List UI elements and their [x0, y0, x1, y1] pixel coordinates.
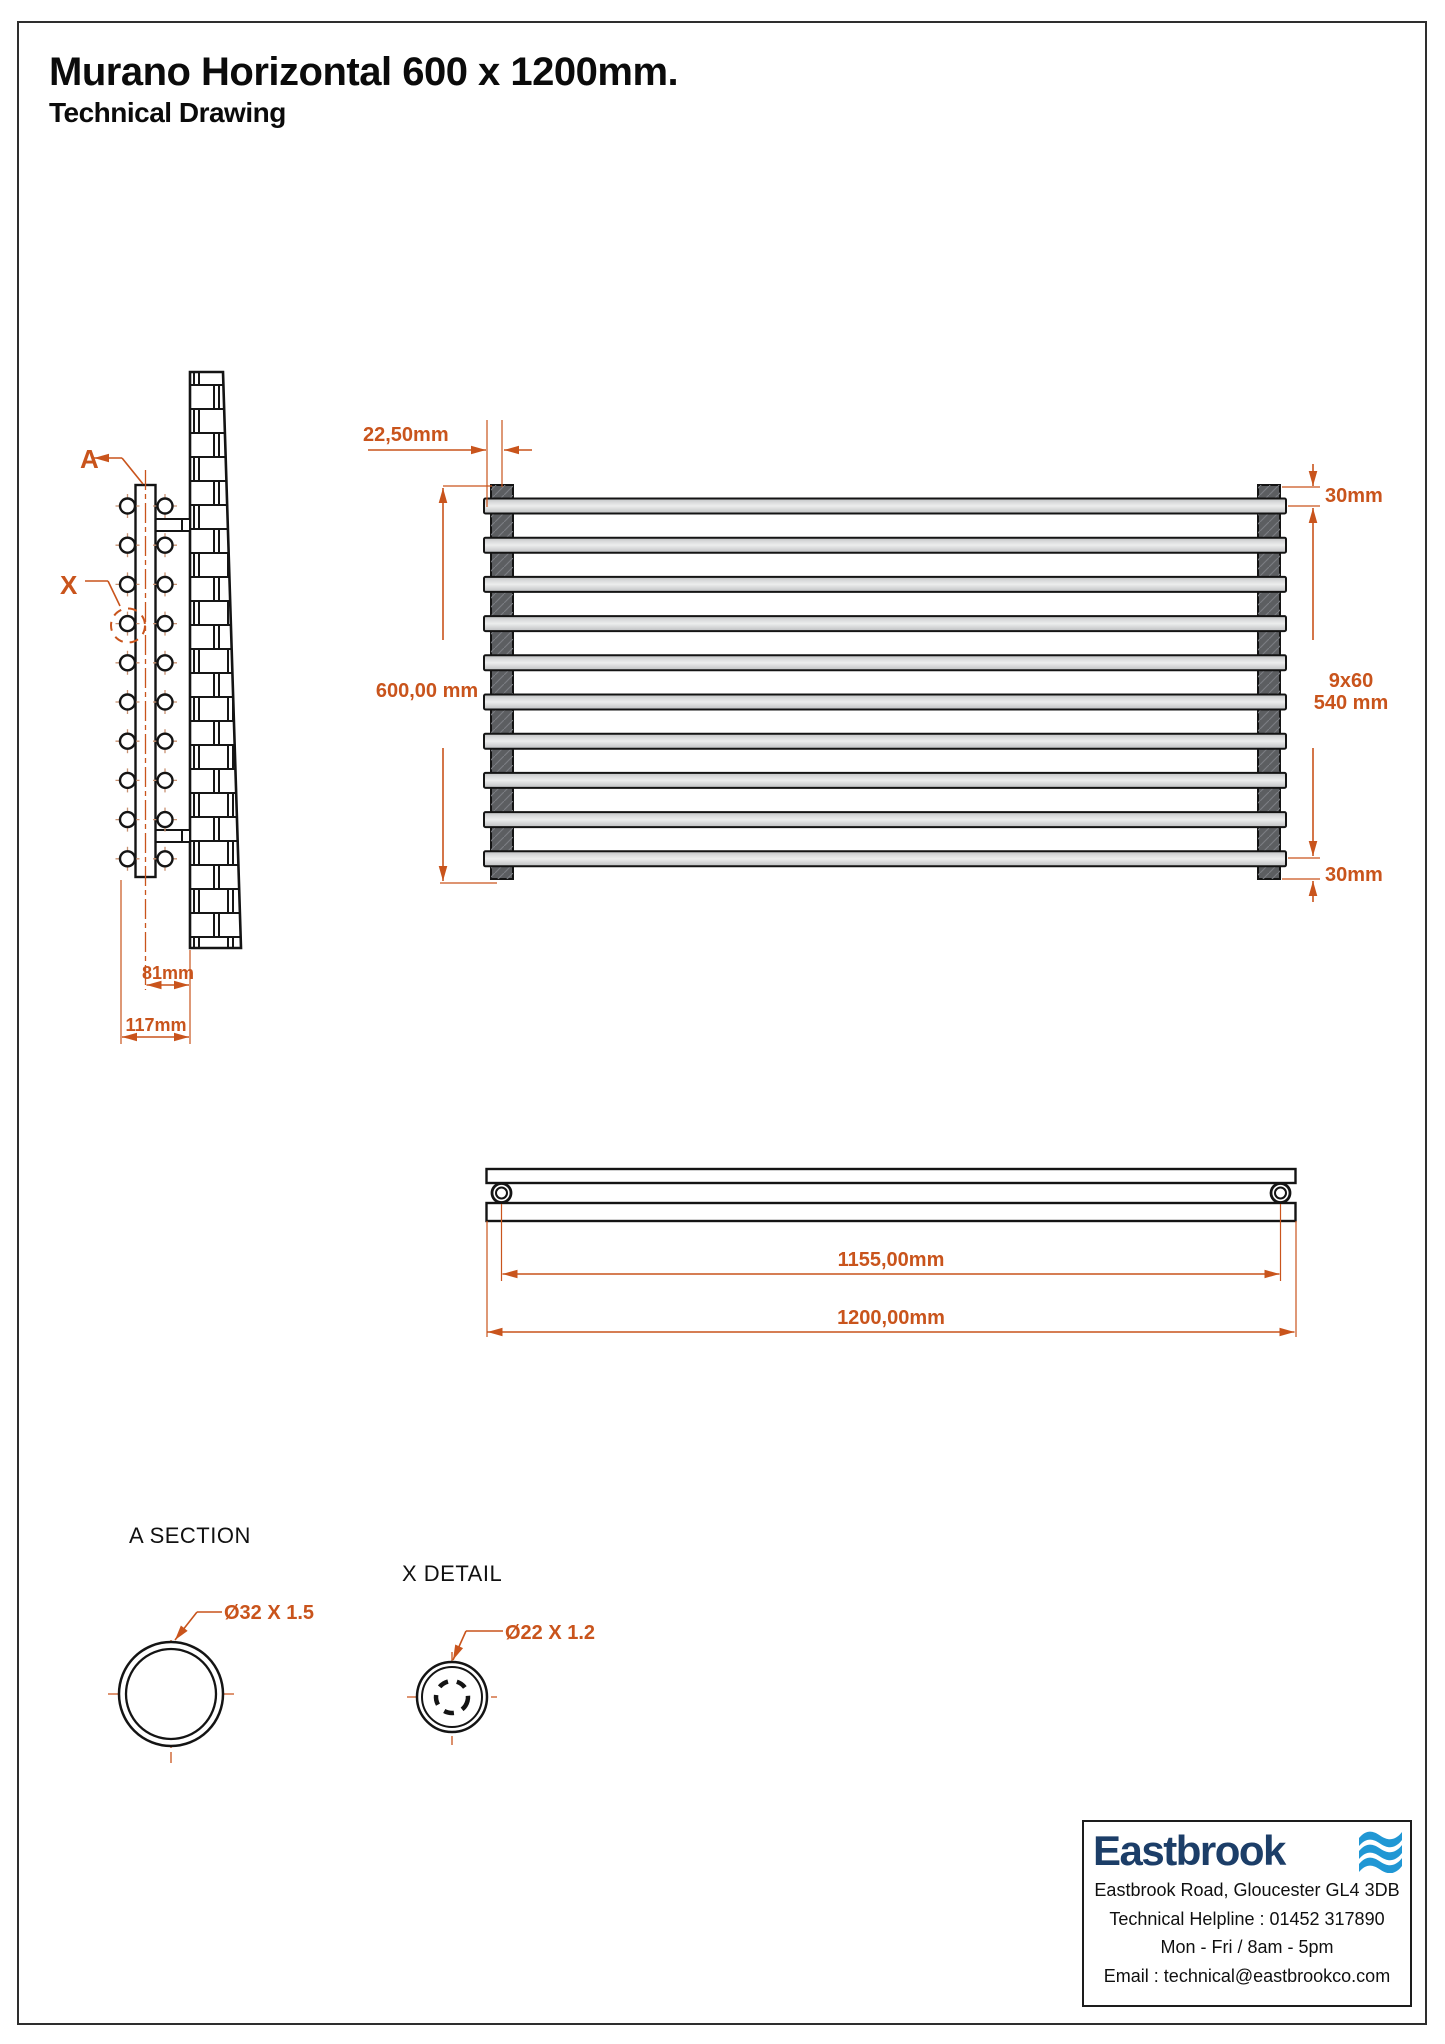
a-section-outer-circle	[119, 1642, 223, 1746]
eastbrook-logo-text: Eastbrook	[1093, 1827, 1285, 1874]
tube-section-circle	[120, 734, 135, 749]
section-details	[108, 1612, 503, 1763]
dim-tube-pitch-count: 9x60	[1328, 670, 1374, 692]
pipe-connection	[1271, 1184, 1290, 1203]
tube-section-circle	[158, 655, 173, 670]
radiator-tube	[484, 499, 1286, 514]
side-elevation-view	[85, 372, 241, 1044]
eastbrook-logo	[1084, 1822, 1410, 1873]
contact-details	[1084, 1876, 1410, 1990]
wall-bracket	[155, 519, 190, 531]
dimension-arrowhead	[439, 866, 448, 881]
tube-section-circle	[120, 773, 135, 788]
tube-section-circle	[120, 499, 135, 514]
radiator-tube	[484, 538, 1286, 553]
dim-top-margin: 30mm	[1325, 485, 1383, 507]
tube-section-circle	[120, 538, 135, 553]
radiator-tube	[484, 734, 1286, 749]
dim-pipe-offset: 22,50mm	[363, 424, 449, 446]
dimension-arrowhead	[1309, 508, 1318, 523]
tube-section-circle	[120, 812, 135, 827]
plan-tube-bar	[487, 1169, 1296, 1183]
x-detail-title: X DETAIL	[402, 1561, 503, 1586]
x-detail-outer-circle	[417, 1662, 487, 1732]
dim-overall-width: 1200,00mm	[837, 1307, 945, 1329]
page-subtitle: Technical Drawing	[49, 97, 286, 128]
hours-line: Mon - Fri / 8am - 5pm	[1160, 1937, 1334, 1958]
dimension-arrowhead	[1280, 1328, 1295, 1337]
tube-section-circle	[120, 695, 135, 710]
wall-bracket	[155, 830, 190, 842]
tube-section-circle	[158, 577, 173, 592]
helpline-line: Technical Helpline : 01452 317890	[1109, 1908, 1385, 1929]
a-section-diameter: Ø32 X 1.5	[224, 1602, 315, 1624]
section-marker-a: A	[80, 444, 99, 474]
detail-marker-x: X	[60, 570, 78, 600]
dimension-arrowhead	[175, 1626, 188, 1640]
dimension-arrowhead	[453, 1645, 463, 1660]
tube-section-circle	[158, 499, 173, 514]
x-detail-diameter: Ø22 X 1.2	[505, 1622, 596, 1644]
tube-section-circle	[158, 812, 173, 827]
front-elevation-view	[368, 420, 1320, 902]
dim-tube-pitch-total: 540 mm	[1313, 692, 1389, 714]
address-line: Eastbrook Road, Gloucester GL4 3DB	[1094, 1880, 1400, 1900]
dimension-arrowhead	[1265, 1270, 1280, 1279]
dim-wall-to-front: 117mm	[125, 1015, 187, 1035]
dimension-arrowhead	[1309, 841, 1318, 856]
tube-section-circle	[158, 695, 173, 710]
dimension-arrowhead	[1309, 881, 1318, 896]
dimension-arrowhead	[471, 446, 486, 455]
page-title: Murano Horizontal 600 x 1200mm.	[49, 50, 679, 94]
dim-bottom-margin: 30mm	[1325, 864, 1383, 886]
tube-section-circle	[120, 851, 135, 866]
dimension-arrowhead	[504, 446, 519, 455]
dim-overall-height: 600,00 mm	[375, 680, 479, 702]
a-leader	[122, 458, 143, 484]
tube-section-circle	[158, 616, 173, 631]
manufacturer-info-box	[1082, 1820, 1412, 2007]
dim-pipe-centres: 1155,00mm	[837, 1249, 945, 1271]
radiator-tube	[484, 773, 1286, 788]
dimension-arrowhead	[503, 1270, 518, 1279]
tube-section-circle	[120, 577, 135, 592]
radiator-tube	[484, 577, 1286, 592]
radiator-tube	[484, 812, 1286, 827]
tube-section-circle	[158, 851, 173, 866]
tube-section-circle	[158, 734, 173, 749]
dimension-arrowhead	[439, 488, 448, 503]
pipe-connection	[492, 1184, 511, 1203]
radiator-tube	[484, 851, 1286, 866]
dimension-labels	[60, 424, 1388, 1644]
brick-wall	[190, 372, 241, 948]
tube-section-circle	[158, 538, 173, 553]
tube-section-circle	[120, 616, 135, 631]
plan-body-bar	[487, 1203, 1296, 1221]
dim-wall-to-centre: 81mm	[141, 963, 195, 983]
radiator-tube	[484, 695, 1286, 710]
dimension-arrowhead	[488, 1328, 503, 1337]
dimension-arrowhead	[1309, 471, 1318, 486]
radiator-tube	[484, 616, 1286, 631]
email-line: Email : technical@eastbrookco.com	[1103, 1965, 1391, 1986]
tube-section-circle	[158, 773, 173, 788]
radiator-tube	[484, 655, 1286, 670]
eastbrook-wave-icon	[1357, 1829, 1403, 1873]
a-section-title: A SECTION	[129, 1523, 251, 1548]
tube-section-circle	[120, 655, 135, 670]
